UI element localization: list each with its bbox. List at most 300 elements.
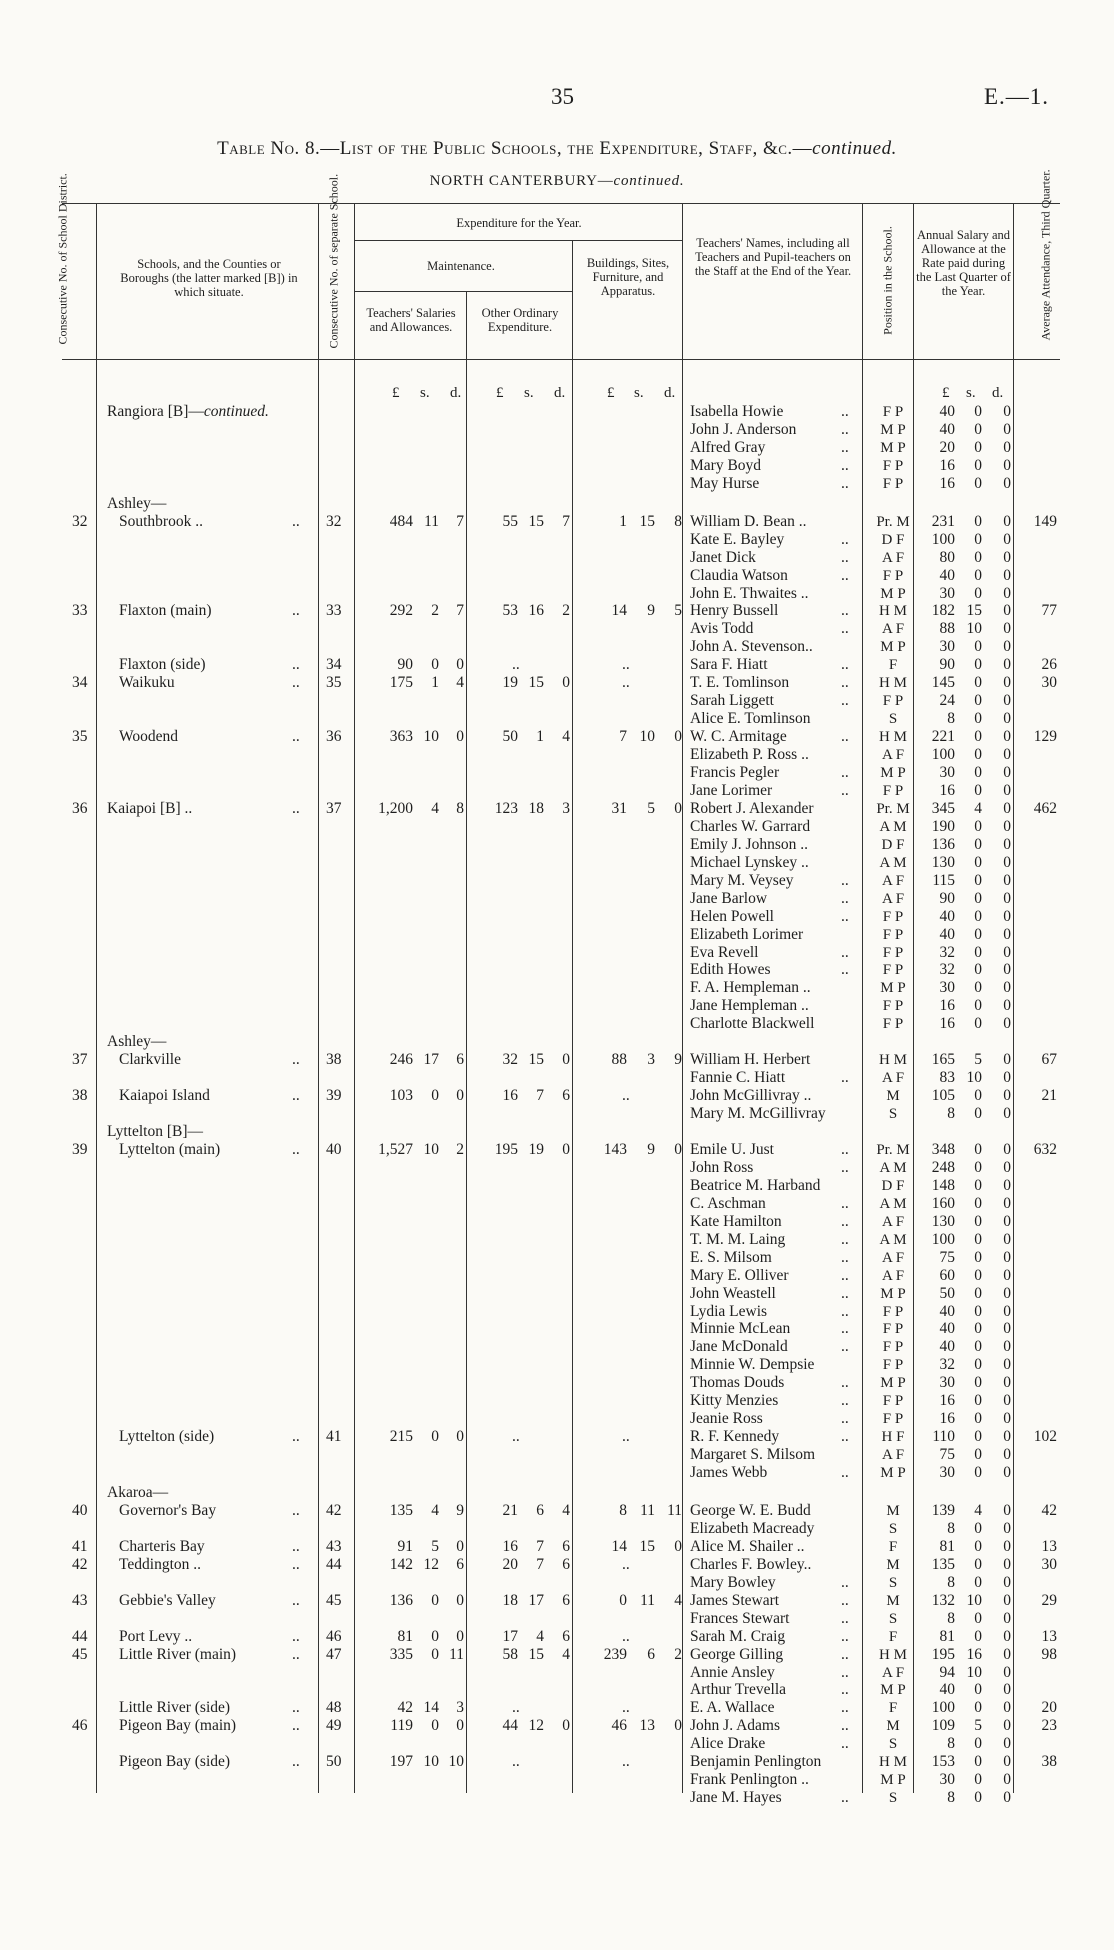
table-row	[0, 1520, 1114, 1538]
teacher-position: A F	[881, 1447, 905, 1464]
annual-shillings: 0	[974, 1212, 982, 1230]
salary-pounds: 142	[389, 1555, 413, 1573]
annual-pounds: 100	[931, 746, 955, 764]
salary-pence: 0	[456, 728, 464, 746]
annual-pence: 0	[1003, 1609, 1011, 1627]
average-attendance: 38	[1041, 1753, 1057, 1771]
buildings-shillings: 9	[647, 602, 655, 620]
table-row	[0, 1051, 1114, 1069]
teacher-position: M P	[880, 439, 906, 456]
buildings-shillings: 5	[647, 799, 655, 817]
other-shillings: 16	[528, 602, 544, 620]
teacher-name: Jeanie Ross	[690, 1410, 763, 1428]
teacher-position: F P	[882, 998, 904, 1015]
average-attendance: 129	[1033, 728, 1057, 746]
annual-shillings: 0	[974, 710, 982, 728]
annual-pence: 0	[1003, 1753, 1011, 1771]
table-row	[0, 746, 1114, 764]
teacher-name: Charles W. Garrard	[690, 817, 811, 835]
teacher-position: D F	[881, 531, 905, 548]
other-pounds: 18	[502, 1591, 518, 1609]
teacher-name: T. M. M. Laing	[690, 1230, 786, 1248]
annual-shillings: 10	[966, 620, 982, 638]
teacher-name: John E. Thwaites ..	[690, 584, 809, 602]
district-number: 34	[72, 674, 88, 692]
annual-pence: 0	[1003, 746, 1011, 764]
header-expenditure: Expenditure for the Year.	[456, 216, 582, 230]
annual-pounds: 40	[939, 420, 955, 438]
leader-dots: ..	[292, 602, 300, 620]
school-name: Teddington ..	[119, 1555, 202, 1573]
salary-pence: 7	[456, 512, 464, 530]
salary-pence: 10	[448, 1753, 464, 1771]
header-maintenance: Maintenance.	[427, 259, 495, 273]
annual-pounds: 345	[931, 799, 955, 817]
annual-pounds: 16	[939, 1015, 955, 1033]
teacher-position: S	[888, 1790, 898, 1807]
salary-shillings: 10	[423, 728, 439, 746]
annual-pounds: 115	[932, 871, 955, 889]
leader-dots: ..	[841, 943, 849, 961]
annual-pence: 0	[1003, 853, 1011, 871]
table-row	[0, 1789, 1114, 1807]
teacher-name: Michael Lynskey ..	[690, 853, 809, 871]
leader-dots: ..	[292, 1087, 300, 1105]
district-number: 41	[72, 1537, 88, 1555]
annual-shillings: 0	[974, 781, 982, 799]
buildings-blank: ..	[622, 1087, 630, 1105]
annual-pounds: 100	[931, 1230, 955, 1248]
teacher-name: Janet Dick	[690, 548, 756, 566]
salary-pence: 6	[456, 1051, 464, 1069]
annual-pounds: 40	[939, 925, 955, 943]
annual-pounds: 83	[939, 1069, 955, 1087]
other-pounds: 17	[502, 1627, 518, 1645]
table-row	[0, 1574, 1114, 1592]
leader-dots: ..	[841, 1194, 849, 1212]
teacher-name: Sara F. Hiatt	[690, 656, 768, 674]
other-expenditure-blank: ..	[512, 1428, 520, 1446]
annual-pounds: 16	[939, 1410, 955, 1428]
expenditure-rule	[355, 240, 682, 241]
annual-shillings: 0	[974, 674, 982, 692]
other-pence: 6	[562, 1555, 570, 1573]
leader-dots: ..	[841, 1609, 849, 1627]
salary-shillings: 0	[431, 1645, 439, 1663]
salary-pence: 0	[456, 656, 464, 674]
other-shillings: 15	[528, 674, 544, 692]
table-row	[0, 782, 1114, 800]
annual-pence: 0	[1003, 889, 1011, 907]
other-expenditure-blank: ..	[512, 1699, 520, 1717]
school-name: Little River (main)	[119, 1645, 237, 1663]
teacher-name: Thomas Douds	[690, 1374, 785, 1392]
school-number: 48	[326, 1699, 342, 1717]
leader-dots: ..	[841, 1717, 849, 1735]
teacher-name: John Weastell	[690, 1284, 776, 1302]
buildings-pence: 9	[674, 1051, 682, 1069]
other-pounds: 16	[502, 1087, 518, 1105]
annual-pence: 0	[1003, 979, 1011, 997]
annual-pence: 0	[1003, 1717, 1011, 1735]
buildings-pence: 8	[674, 512, 682, 530]
teacher-position: F P	[882, 1357, 904, 1374]
table-row	[0, 1267, 1114, 1285]
county-heading-row	[0, 1484, 1114, 1502]
leader-dots: ..	[292, 1627, 300, 1645]
other-pence: 0	[562, 1140, 570, 1158]
annual-pounds: 105	[931, 1087, 955, 1105]
table-row	[0, 1681, 1114, 1699]
teacher-position: F P	[882, 457, 904, 474]
school-name: Charteris Bay	[119, 1537, 205, 1555]
buildings-pounds: 14	[611, 1537, 627, 1555]
buildings-pounds: 1	[619, 512, 627, 530]
buildings-blank: ..	[622, 1753, 630, 1771]
teacher-name: John Ross	[690, 1158, 754, 1176]
table-row	[0, 638, 1114, 656]
annual-shillings: 0	[974, 1140, 982, 1158]
teacher-name: William D. Bean ..	[690, 512, 807, 530]
salary-pounds: 484	[389, 512, 413, 530]
salary-shillings: 14	[423, 1699, 439, 1717]
teacher-name: Jane Hempleman ..	[690, 997, 809, 1015]
teacher-name: James Stewart	[690, 1591, 780, 1609]
teacher-name: Mary M. McGillivray	[690, 1105, 826, 1123]
table-row	[0, 1338, 1114, 1356]
annual-pence: 0	[1003, 692, 1011, 710]
school-number: 38	[326, 1051, 342, 1069]
table-row	[0, 1231, 1114, 1249]
annual-shillings: 0	[974, 1428, 982, 1446]
average-attendance: 77	[1041, 602, 1057, 620]
salary-shillings: 0	[431, 1627, 439, 1645]
leader-dots: ..	[292, 1140, 300, 1158]
annual-pounds: 30	[939, 638, 955, 656]
leader-dots: ..	[841, 474, 849, 492]
other-pence: 0	[562, 1051, 570, 1069]
leader-dots: ..	[841, 728, 849, 746]
annual-pounds: 16	[939, 781, 955, 799]
leader-dots: ..	[841, 602, 849, 620]
annual-pence: 0	[1003, 420, 1011, 438]
salary-pence: 0	[456, 1717, 464, 1735]
annual-shillings: 0	[974, 1609, 982, 1627]
salary-shillings: 0	[431, 1087, 439, 1105]
district-number: 33	[72, 602, 88, 620]
teacher-position: S	[888, 1736, 898, 1753]
leader-dots: ..	[841, 907, 849, 925]
header-schools: Schools, and the Counties or Boroughs (the latter marked [B]) in which situate.	[120, 257, 298, 299]
buildings-pounds: 239	[603, 1645, 627, 1663]
annual-pounds: 221	[931, 728, 955, 746]
leader-dots: ..	[841, 889, 849, 907]
table-row	[0, 585, 1114, 603]
leader-dots: ..	[292, 1645, 300, 1663]
header-other-expenditure: Other Ordinary Expenditure.	[481, 306, 559, 334]
currency-pounds: £	[392, 385, 400, 401]
annual-shillings: 0	[974, 548, 982, 566]
annual-pence: 0	[1003, 1374, 1011, 1392]
salary-pounds: 246	[389, 1051, 413, 1069]
annual-pounds: 81	[939, 1627, 955, 1645]
annual-shillings: 0	[974, 817, 982, 835]
table-row	[0, 403, 1114, 421]
leader-dots: ..	[292, 1428, 300, 1446]
annual-shillings: 4	[974, 799, 982, 817]
leader-dots: ..	[292, 1051, 300, 1069]
teacher-position: M P	[880, 421, 906, 438]
maintenance-rule	[355, 291, 572, 292]
other-pounds: 55	[502, 512, 518, 530]
teacher-position: M	[886, 1502, 900, 1519]
teacher-position: S	[888, 1610, 898, 1627]
teacher-position: F P	[882, 782, 904, 799]
teacher-position: M P	[880, 980, 906, 997]
leader-dots: ..	[841, 1699, 849, 1717]
teacher-name: Kitty Menzies	[690, 1392, 779, 1410]
salary-shillings: 4	[431, 799, 439, 817]
annual-shillings: 0	[974, 584, 982, 602]
annual-pence: 0	[1003, 907, 1011, 925]
teacher-position: A F	[881, 621, 905, 638]
teacher-position: F	[888, 1538, 898, 1555]
other-pence: 3	[562, 799, 570, 817]
teacher-name: Francis Pegler	[690, 764, 780, 781]
annual-shillings: 0	[974, 1266, 982, 1284]
table-row	[0, 1213, 1114, 1231]
annual-pounds: 40	[939, 1302, 955, 1320]
teacher-name: Frank Penlington ..	[690, 1771, 809, 1789]
salary-pence: 0	[456, 1428, 464, 1446]
teacher-position: F P	[882, 404, 904, 420]
leader-dots: ..	[292, 1537, 300, 1555]
leader-dots: ..	[292, 1699, 300, 1717]
teacher-name: Jane M. Hayes	[690, 1789, 782, 1807]
leader-dots: ..	[841, 456, 849, 474]
county-name: Lyttelton [B]—	[107, 1123, 204, 1140]
annual-shillings: 0	[974, 853, 982, 871]
annual-shillings: 0	[974, 1158, 982, 1176]
annual-shillings: 10	[966, 1663, 982, 1681]
teacher-name: John A. Stevenson..	[690, 638, 813, 656]
teacher-position: F P	[882, 567, 904, 584]
average-attendance: 13	[1041, 1627, 1057, 1645]
annual-pence: 0	[1003, 1573, 1011, 1591]
teacher-position: F P	[882, 475, 904, 492]
annual-shillings: 0	[974, 925, 982, 943]
annual-pounds: 182	[931, 602, 955, 620]
table-top-rule	[62, 203, 1060, 204]
salary-pence: 6	[456, 1555, 464, 1573]
table-row	[0, 1464, 1114, 1482]
annual-pounds: 40	[939, 907, 955, 925]
teacher-position: M P	[880, 1465, 906, 1482]
annual-pounds: 75	[939, 1446, 955, 1464]
table-row	[0, 926, 1114, 944]
teacher-position: F P	[882, 1321, 904, 1338]
annual-pounds: 153	[931, 1753, 955, 1771]
average-attendance: 30	[1041, 674, 1057, 692]
leader-dots: ..	[841, 1230, 849, 1248]
salary-pounds: 81	[397, 1627, 413, 1645]
salary-pounds: 1,527	[378, 1140, 413, 1158]
annual-pounds: 75	[939, 1248, 955, 1266]
annual-pence: 0	[1003, 1087, 1011, 1105]
teacher-name: Charlotte Blackwell	[690, 1015, 815, 1033]
leader-dots: ..	[841, 1248, 849, 1266]
county-name: Ashley—	[107, 494, 167, 512]
annual-shillings: 0	[974, 512, 982, 530]
annual-pounds: 30	[939, 1374, 955, 1392]
annual-shillings: 0	[974, 1248, 982, 1266]
other-pounds: 50	[502, 728, 518, 746]
annual-pence: 0	[1003, 764, 1011, 781]
annual-pence: 0	[1003, 403, 1011, 420]
salary-pounds: 175	[389, 674, 413, 692]
teacher-name: Jane Lorimer	[690, 781, 773, 799]
buildings-shillings: 3	[647, 1051, 655, 1069]
county-heading-row	[0, 495, 1114, 513]
teacher-position: F	[888, 1700, 898, 1717]
teacher-position: S	[888, 711, 898, 728]
salary-shillings: 12	[423, 1555, 439, 1573]
header-consecutive-school: Consecutive No. of separate School.	[326, 173, 341, 349]
leader-dots: ..	[841, 1681, 849, 1699]
annual-shillings: 0	[974, 692, 982, 710]
teacher-position: M P	[880, 765, 906, 781]
annual-pence: 0	[1003, 1627, 1011, 1645]
annual-pounds: 8	[947, 1573, 955, 1591]
average-attendance: 67	[1041, 1051, 1057, 1069]
teacher-name: Frances Stewart	[690, 1609, 790, 1627]
teacher-name: Kate E. Bayley	[690, 530, 785, 548]
teacher-position: A M	[879, 1159, 907, 1176]
teacher-position: Pr. M	[876, 800, 910, 817]
other-pence: 6	[562, 1537, 570, 1555]
salary-pence: 0	[456, 1087, 464, 1105]
currency-pence: d.	[664, 385, 676, 401]
teacher-position: D F	[881, 1177, 905, 1194]
teacher-position: A F	[881, 1070, 905, 1087]
annual-shillings: 0	[974, 746, 982, 764]
annual-pounds: 130	[931, 853, 955, 871]
school-number: 41	[326, 1428, 342, 1446]
annual-pence: 0	[1003, 1645, 1011, 1663]
teacher-name: Alice E. Tomlinson	[690, 710, 811, 728]
annual-pence: 0	[1003, 1284, 1011, 1302]
annual-pounds: 81	[939, 1537, 955, 1555]
annual-pence: 0	[1003, 1212, 1011, 1230]
leader-dots: ..	[292, 512, 300, 530]
annual-shillings: 0	[974, 1410, 982, 1428]
buildings-shillings: 11	[640, 1501, 655, 1519]
annual-pounds: 135	[931, 1555, 955, 1573]
average-attendance: 21	[1041, 1087, 1057, 1105]
salary-shillings: 5	[431, 1537, 439, 1555]
other-shillings: 15	[528, 1051, 544, 1069]
teacher-position: S	[888, 1106, 898, 1123]
annual-pounds: 88	[939, 620, 955, 638]
annual-pounds: 348	[931, 1140, 955, 1158]
annual-pence: 0	[1003, 943, 1011, 961]
table-title	[0, 138, 1114, 160]
table-row	[0, 1428, 1114, 1446]
other-expenditure-blank: ..	[512, 1753, 520, 1771]
annual-shillings: 0	[974, 835, 982, 853]
table-row	[0, 979, 1114, 997]
buildings-pence: 0	[674, 1140, 682, 1158]
salary-pence: 3	[456, 1699, 464, 1717]
buildings-blank: ..	[622, 1555, 630, 1573]
other-shillings: 12	[528, 1717, 544, 1735]
annual-pence: 0	[1003, 1356, 1011, 1374]
table-row	[0, 961, 1114, 979]
annual-shillings: 0	[974, 1789, 982, 1807]
teacher-name: W. C. Armitage	[690, 728, 787, 746]
annual-shillings: 15	[966, 602, 982, 620]
annual-shillings: 10	[966, 1591, 982, 1609]
salary-pounds: 91	[397, 1537, 413, 1555]
leader-dots: ..	[292, 1753, 300, 1771]
salary-shillings: 4	[431, 1501, 439, 1519]
salary-pounds: 119	[390, 1717, 413, 1735]
annual-pounds: 160	[931, 1194, 955, 1212]
table-row	[0, 1249, 1114, 1267]
teacher-name: Lydia Lewis	[690, 1302, 768, 1320]
school-name: Waikuku	[119, 674, 175, 692]
annual-shillings: 0	[974, 889, 982, 907]
leader-dots: ..	[841, 1627, 849, 1645]
district-number: 42	[72, 1555, 88, 1573]
teacher-position: A F	[881, 747, 905, 764]
annual-pounds: 40	[939, 566, 955, 584]
annual-shillings: 0	[974, 1105, 982, 1123]
leader-dots: ..	[841, 1374, 849, 1392]
teacher-name: Helen Powell	[690, 907, 774, 925]
teacher-position: M P	[880, 1772, 906, 1789]
annual-shillings: 0	[974, 530, 982, 548]
table-row	[0, 1177, 1114, 1195]
teacher-name: Claudia Watson	[690, 566, 788, 584]
salary-pence: 0	[456, 1537, 464, 1555]
annual-pounds: 32	[939, 1356, 955, 1374]
continued-note: continued.	[203, 403, 269, 420]
annual-pence: 0	[1003, 1248, 1011, 1266]
annual-pence: 0	[1003, 456, 1011, 474]
teacher-name: James Webb	[690, 1464, 768, 1482]
header-bottom-rule	[62, 359, 1060, 360]
annual-pounds: 30	[939, 584, 955, 602]
salary-pounds: 135	[389, 1501, 413, 1519]
table-row	[0, 1771, 1114, 1789]
teacher-name: Alice M. Shailer ..	[690, 1537, 805, 1555]
teacher-name: T. E. Tomlinson	[690, 674, 790, 692]
buildings-blank: ..	[622, 1627, 630, 1645]
table-row	[0, 1141, 1114, 1159]
annual-pounds: 248	[931, 1158, 955, 1176]
teacher-name: Arthur Trevella	[690, 1681, 787, 1699]
table-title-main: Table No. 8.—List of the Public Schools, the Expenditure, Staff, &c.—	[217, 138, 813, 159]
annual-shillings: 0	[974, 1230, 982, 1248]
annual-pence: 0	[1003, 961, 1011, 979]
school-name: Flaxton (main)	[119, 602, 212, 620]
teacher-position: F P	[882, 944, 904, 961]
school-name: Lyttelton (main)	[119, 1140, 221, 1158]
average-attendance: 632	[1033, 1140, 1057, 1158]
annual-pence: 0	[1003, 1410, 1011, 1428]
buildings-shillings: 11	[640, 1591, 655, 1609]
